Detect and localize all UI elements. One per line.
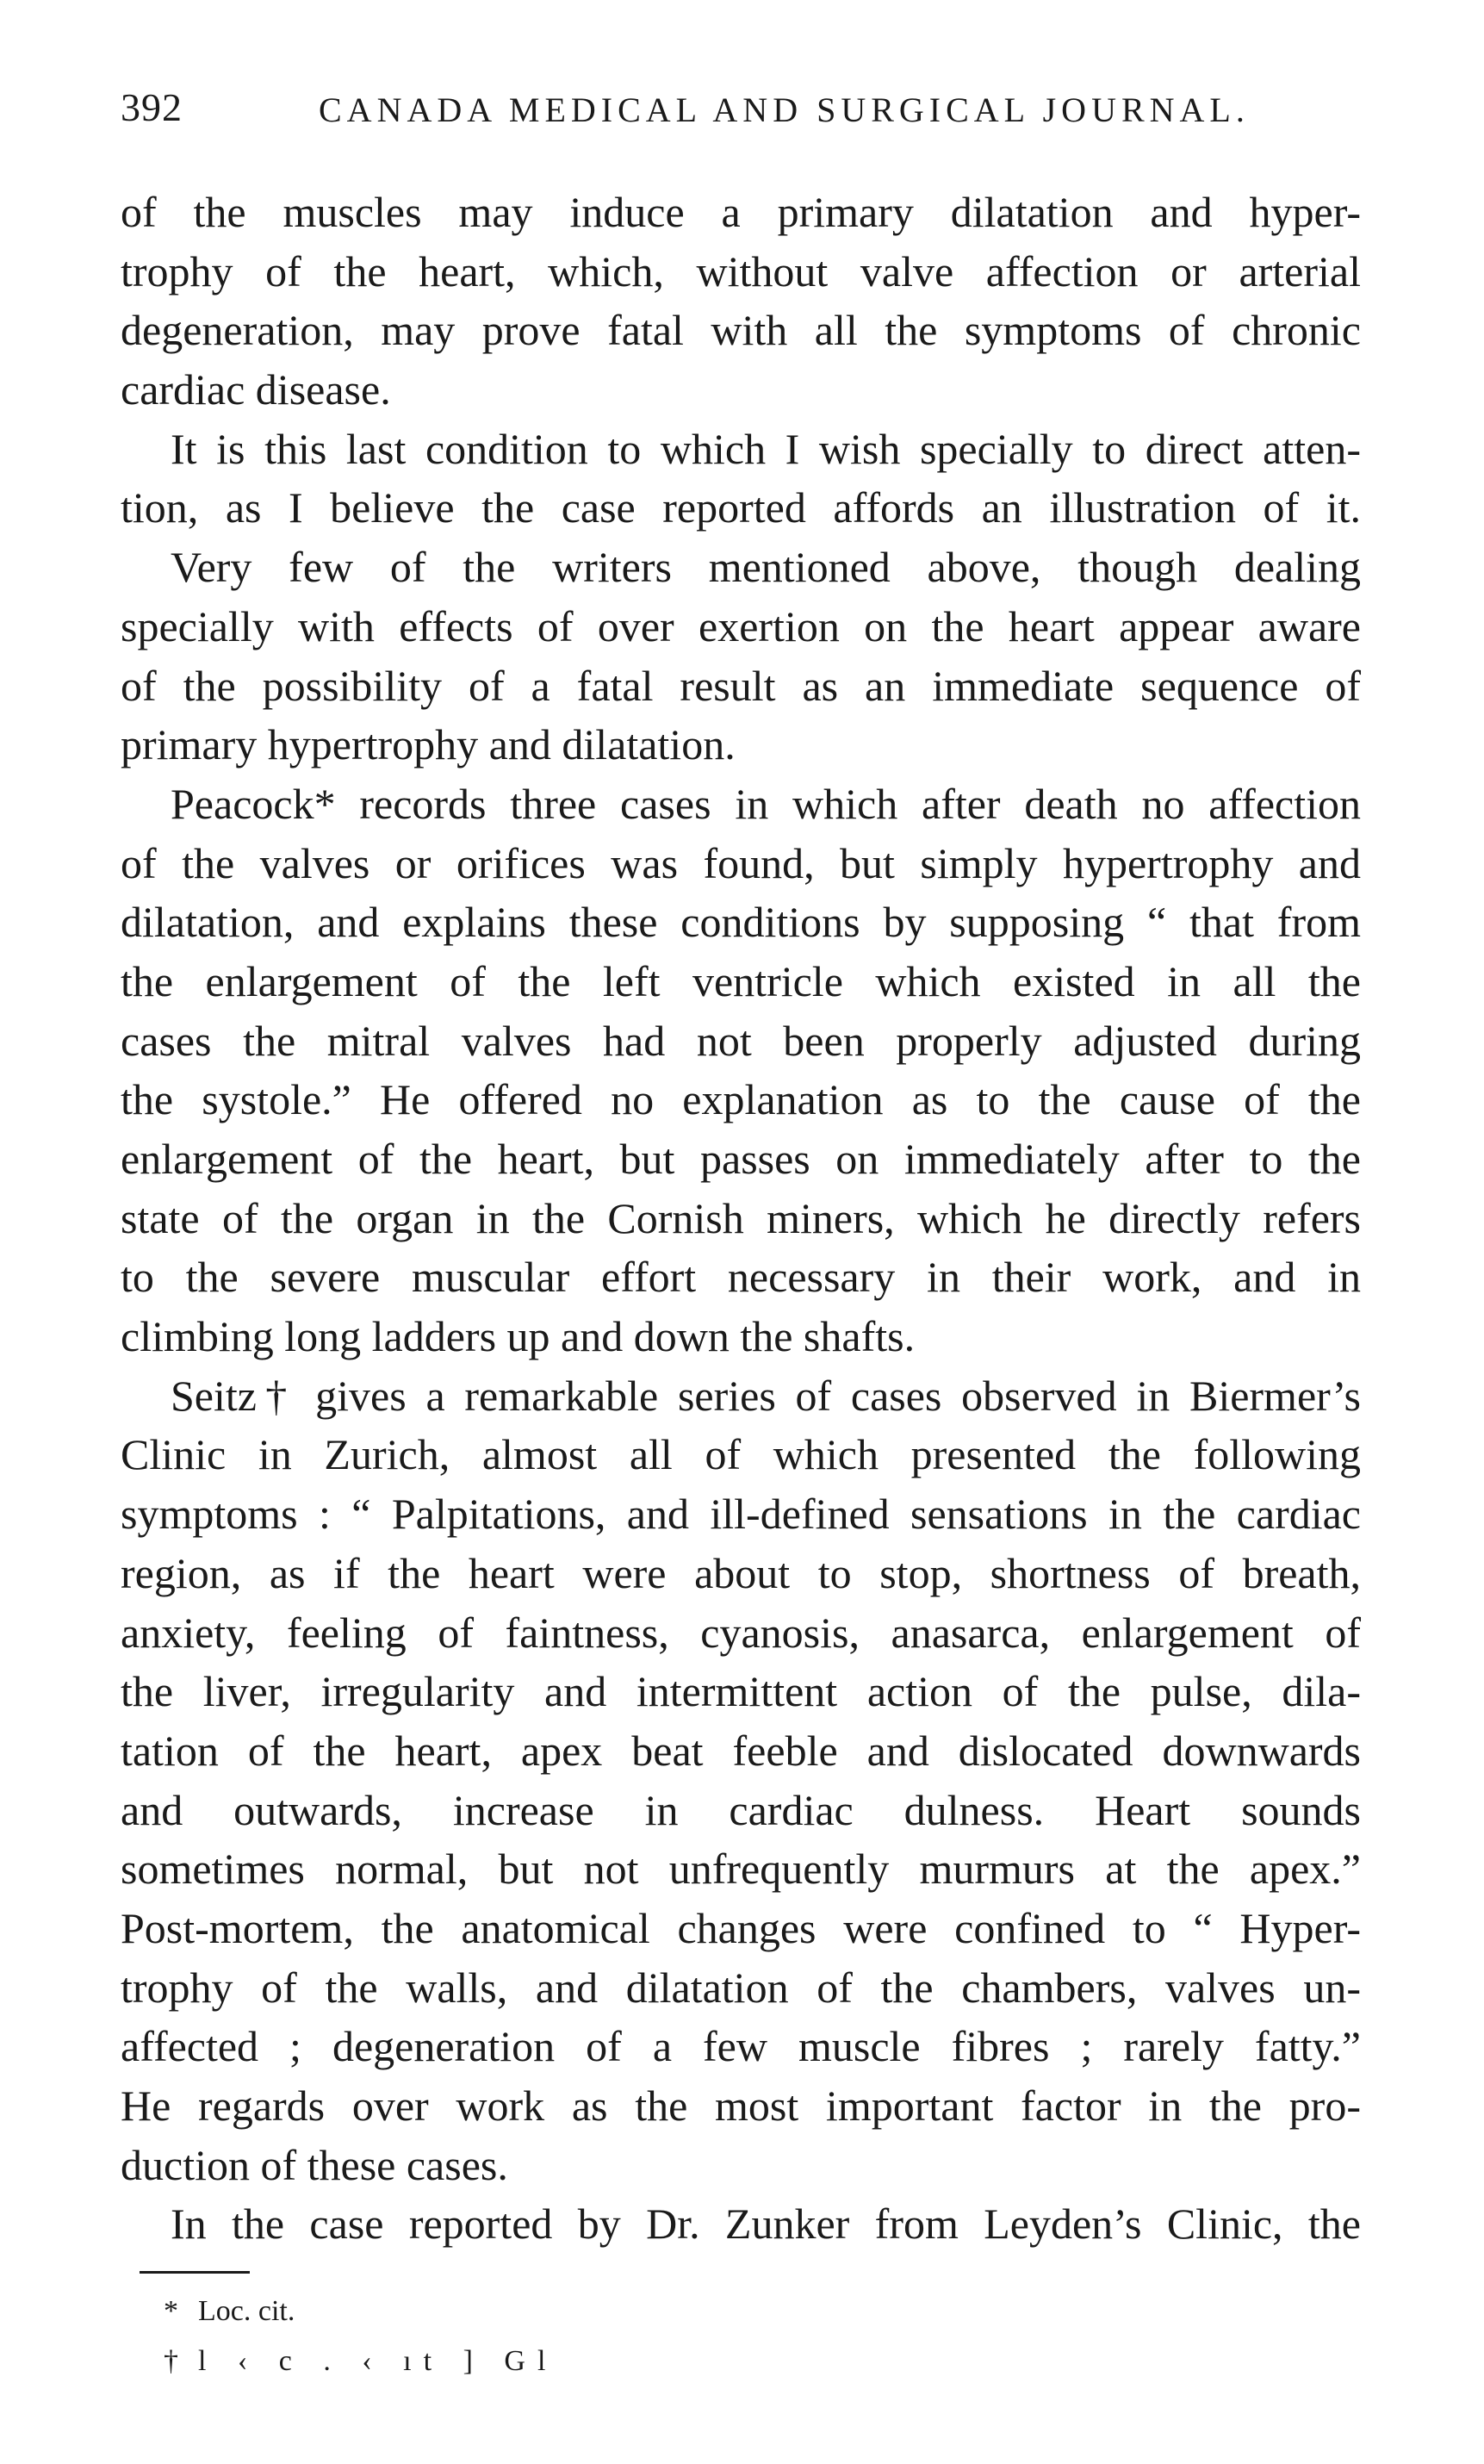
text-line: trophy of the walls, and dilatation of the chambers, valves un-	[121, 1963, 1361, 2012]
text-line: duction of these cases.	[121, 2140, 508, 2189]
text-line: and outwards, increase in cardiac dulness. Heart sounds	[121, 1785, 1361, 1834]
text-line: tation of the heart, apex beat feeble and dislocated downwards	[121, 1726, 1361, 1775]
text-line: the enlargement of the left ventricle which existed in all the	[121, 956, 1361, 1005]
text-line: Clinic in Zurich, almost all of which presented the following	[121, 1430, 1361, 1479]
text-line: trophy of the heart, which, without valve affection or arterial	[121, 246, 1361, 296]
text-line: He regards over work as the most important factor in the pro-	[121, 2081, 1361, 2130]
text-line: to the severe muscular effort necessary in their work, and in	[121, 1253, 1361, 1302]
text-line: It is this last condition to which I wish specially to direct atten-	[171, 424, 1361, 473]
page-number: 392	[121, 85, 183, 129]
text-line: affected ; degeneration of a few muscle fibres ; rarely fatty.”	[121, 2022, 1361, 2071]
footnote-divider	[140, 2271, 250, 2274]
text-line: tion, as I believe the case reported affords an illustration of it.	[121, 483, 1361, 532]
text-line: enlargement of the heart, but passes on immediately after to the	[121, 1135, 1361, 1183]
text-line: sometimes normal, but not unfrequently murmurs at the apex.”	[121, 1845, 1361, 1894]
text-line: In the case reported by Dr. Zunker from Leyden’s Clinic, the	[171, 2200, 1361, 2249]
footnote-text: Loc. cit.	[198, 2295, 295, 2327]
text-line: Very few of the writers mentioned above, though dealing	[171, 543, 1361, 592]
footnotes	[164, 2287, 557, 2386]
text-line: Peacock* records three cases in which after death no affection	[171, 779, 1361, 828]
text-line: of the muscles may induce a primary dilatation and hyper-	[121, 188, 1361, 236]
text-line: cardiac disease.	[121, 365, 391, 414]
text-line: climbing long ladders up and down the shafts.	[121, 1312, 916, 1361]
journal-title: CANADA MEDICAL AND SURGICAL JOURNAL.	[319, 90, 1250, 129]
text-line: cases the mitral valves had not been properly adjusted during	[121, 1016, 1361, 1065]
footnote-text: l ‹ c . ‹ ıt ] Gl	[198, 2345, 558, 2377]
text-line: anxiety, feeling of faintness, cyanosis, anasarca, enlargement of	[121, 1608, 1361, 1657]
footnote-mark: *	[164, 2295, 178, 2327]
text-line: Post-mortem, the anatomical changes were confined to “ Hyper-	[121, 1903, 1361, 1952]
footnote-mark: †	[164, 2345, 178, 2377]
text-line: of the valves or orifices was found, but simply hypertrophy and	[121, 838, 1361, 887]
text-line: state of the organ in the Cornish miners, which he directly refers	[121, 1193, 1361, 1242]
body-text	[121, 183, 1361, 2254]
text-line: Seitz† gives a remarkable series of cases observed in Biermer’s	[171, 1371, 1361, 1420]
text-line: symptoms : “ Palpitations, and ill-defined sensations in the cardiac	[121, 1490, 1361, 1539]
running-head	[121, 84, 1378, 145]
text-line: region, as if the heart were about to stop, shortness of breath,	[121, 1548, 1361, 1597]
text-line: of the possibility of a fatal result as an immediate sequence of	[121, 661, 1361, 710]
text-line: specially with effects of over exertion on the heart appear aware	[121, 601, 1361, 650]
footnote	[164, 2287, 557, 2336]
text-line: the liver, irregularity and intermittent action of the pulse, dila-	[121, 1667, 1361, 1716]
text-line: degeneration, may prove fatal with all the symptoms of chronic	[121, 306, 1361, 355]
text-line: dilatation, and explains these conditions by supposing “ that from	[121, 898, 1361, 947]
footnote	[164, 2336, 557, 2386]
text-line: primary hypertrophy and dilatation.	[121, 720, 736, 769]
text-line: the systole.” He offered no explanation as to the cause of the	[121, 1075, 1361, 1124]
